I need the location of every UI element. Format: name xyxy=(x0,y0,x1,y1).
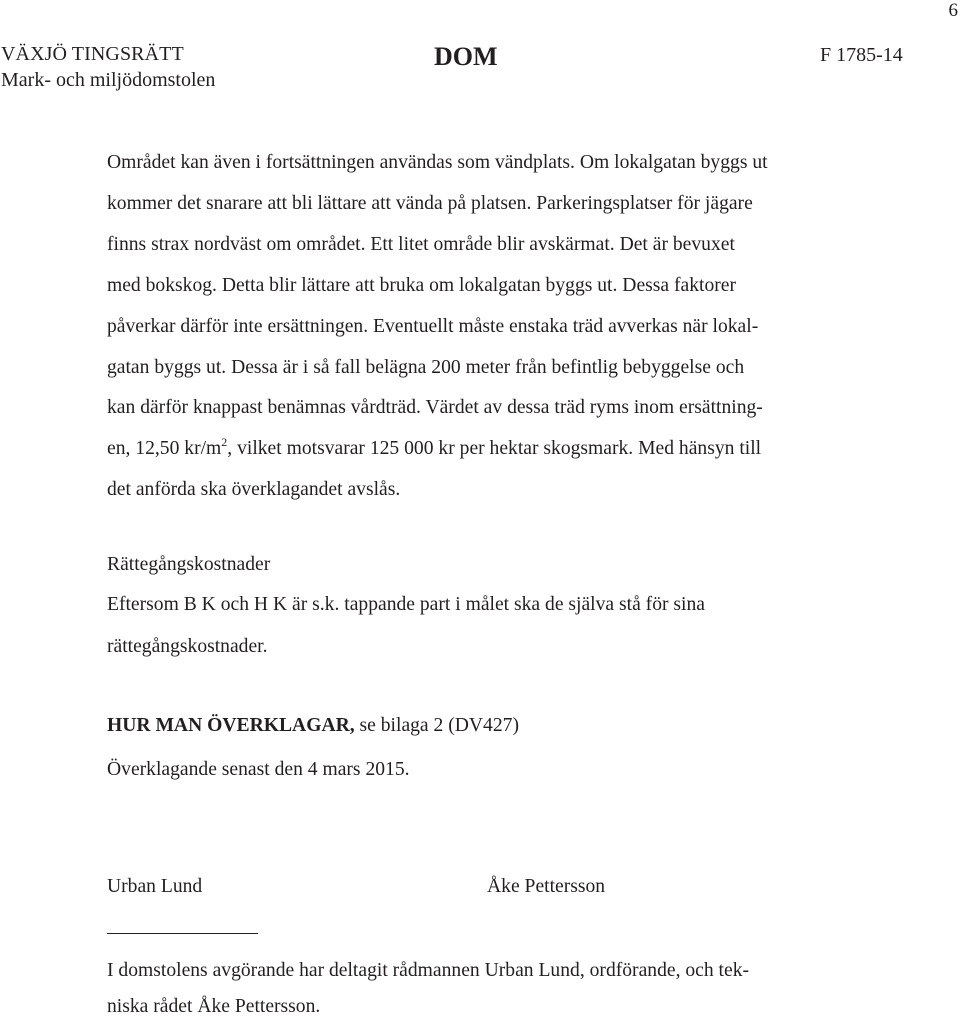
document-type-title: DOM xyxy=(434,42,498,71)
signature-divider xyxy=(107,933,258,934)
case-number: F 1785-14 xyxy=(820,44,903,66)
line-text: en, 12,50 kr/m xyxy=(107,438,222,460)
square-superscript: 2 xyxy=(221,435,228,450)
page-number: 6 xyxy=(948,0,958,21)
appeal-deadline: Överklagande senast den 4 mars 2015. xyxy=(107,759,410,780)
paragraph-line: påverkar därför inte ersättningen. Eventuellt måste enstaka träd avverkas när lokal- xyxy=(107,315,759,337)
paragraph-line: Området kan även i fortsättningen användas som vändplats. Om lokalgatan byggs ut xyxy=(107,152,768,173)
paragraph-line: I domstolens avgörande har deltagit rådmannen Urban Lund, ordförande, och tek- xyxy=(107,960,750,981)
court-department: Mark- och miljödomstolen xyxy=(1,69,216,91)
paragraph-line: kommer det snarare att bli lättare att vända på platsen. Parkeringsplatser för jägare xyxy=(107,192,753,214)
paragraph-line: det anförda ska överklagandet avslås. xyxy=(107,479,401,501)
paragraph-line: med bokskog. Detta blir lättare att bruka om lokalgatan byggs ut. Dessa faktorer xyxy=(107,274,736,296)
signer-name: Urban Lund xyxy=(107,876,203,897)
court-name: VÄXJÖ TINGSRÄTT xyxy=(1,43,184,65)
paragraph-line: gatan byggs ut. Dessa är i så fall belägna 200 meter från befintlig bebyggelse och xyxy=(107,356,745,378)
paragraph-line: niska rådet Åke Pettersson. xyxy=(107,996,321,1017)
paragraph-line: finns strax nordväst om området. Ett litet område blir avskärmat. Det är bevuxet xyxy=(107,233,735,255)
reasoning-paragraph xyxy=(107,143,897,511)
line-text: , vilket motsvarar 125 000 kr per hektar skogsmark. Med hänsyn till xyxy=(227,438,762,460)
paragraph-line-with-unit xyxy=(107,429,897,470)
paragraph-line: rättegångskostnader. xyxy=(107,636,268,657)
paragraph-line: Eftersom B K och H K är s.k. tappande part i målet ska de själva stå för sina xyxy=(107,594,705,615)
signer-name: Åke Pettersson xyxy=(487,876,606,897)
court-composition-note xyxy=(107,953,749,1025)
appeal-heading-reference: se bilaga 2 (DV427) xyxy=(354,715,519,736)
paragraph-line: kan därför knappast benämnas vårdträd. Värdet av dessa träd ryms inom ersättning- xyxy=(107,397,763,419)
costs-paragraph xyxy=(107,584,705,668)
appeal-heading xyxy=(107,711,519,741)
appeal-heading-bold: HUR MAN ÖVERKLAGAR, xyxy=(107,715,355,736)
costs-heading: Rättegångskostnader xyxy=(107,554,271,575)
